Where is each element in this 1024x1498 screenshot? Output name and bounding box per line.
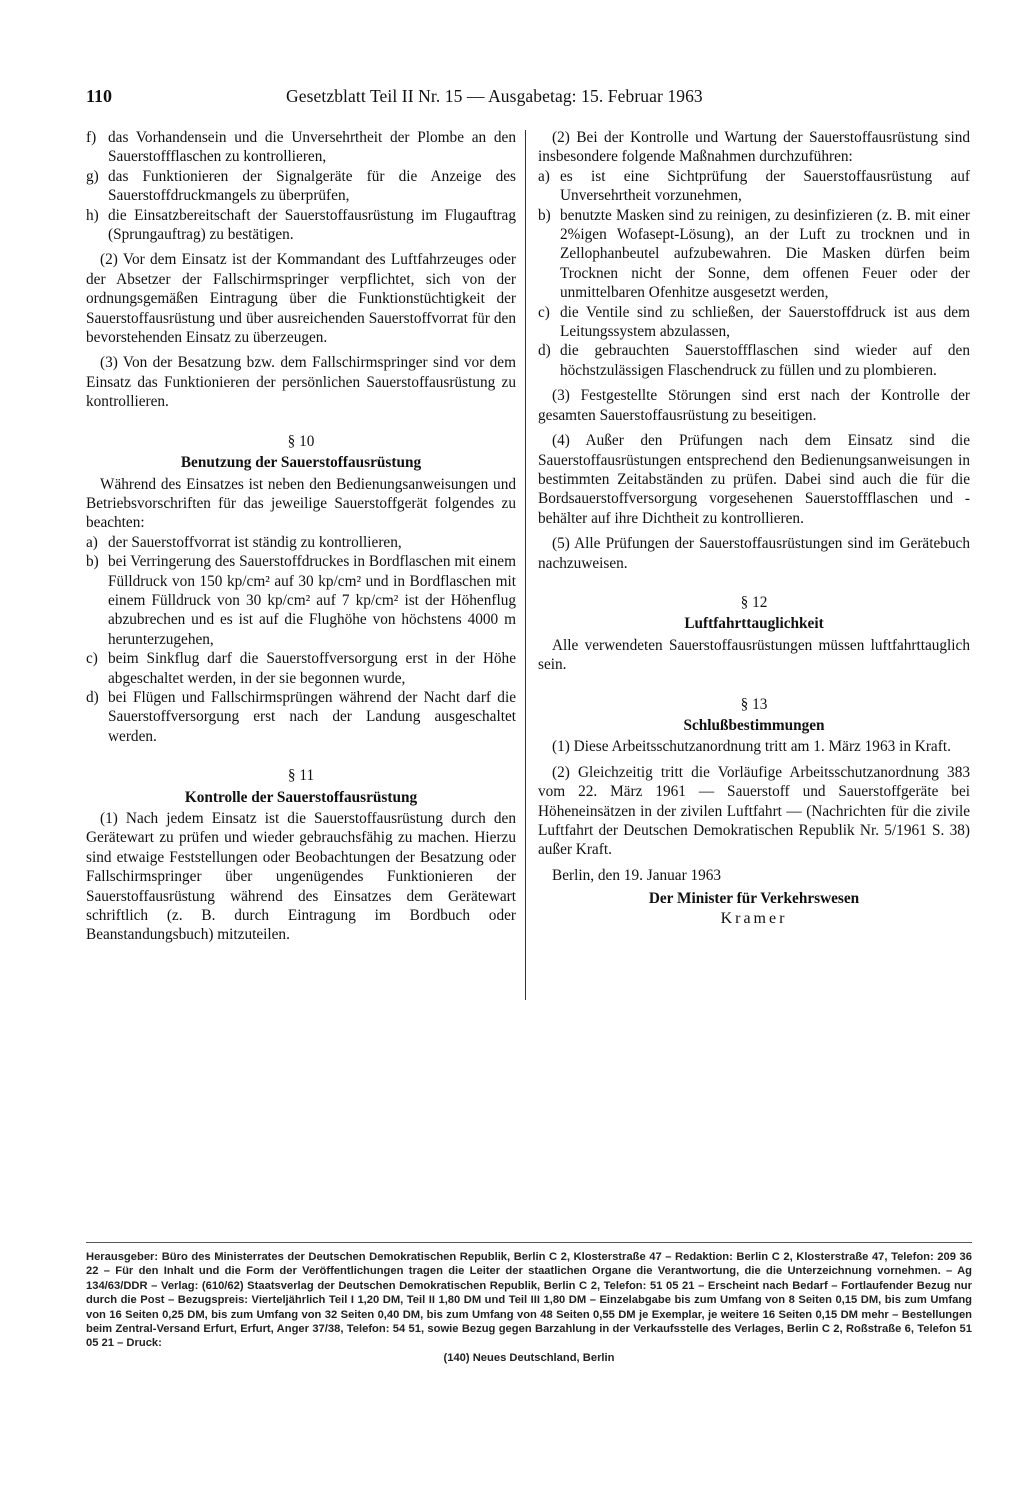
running-title: Gesetzblatt Teil II Nr. 15 — Ausgabetag: 15. Februar 1963: [286, 86, 703, 106]
section-number: § 12: [740, 593, 768, 611]
paragraph: (3) Von der Besatzung bzw. dem Fallschirmspringer sind vor dem Einsatz das Funktionieren der persönlichen Sauerstoffausrüstung zu kontrollieren.: [86, 354, 516, 411]
footer-rule: [86, 1242, 972, 1243]
item-label: g): [86, 167, 99, 185]
date-line: Berlin, den 19. Januar 1963: [552, 866, 722, 884]
item-text: das Vorhandensein und die Unversehrtheit der Plombe an den Sauerstoffflaschen zu kontrollieren,: [108, 129, 516, 166]
list-item: [538, 303, 970, 342]
item-text: beim Sinkflug darf die Sauerstoffversorgung erst in der Höhe abgeschaltet werden, in der sie begonnen wurde,: [108, 650, 516, 687]
right-column: [538, 128, 970, 928]
section-title: Kontrolle der Sauerstoffausrüstung: [184, 788, 418, 806]
imprint-printer: (140) Neues Deutschland, Berlin: [443, 1351, 615, 1364]
list-item: [86, 167, 516, 206]
page-number: 110: [86, 86, 113, 106]
paragraph: Während des Einsatzes ist neben den Bedienungsanweisungen und Betriebsvorschriften für das jeweilige Sauerstoffgerät folgendes zu beachten:: [86, 475, 516, 532]
item-label: c): [538, 303, 550, 321]
item-text: der Sauerstoffvorrat ist ständig zu kontrollieren,: [108, 533, 402, 551]
imprint-footer: [86, 1250, 972, 1365]
imprint-text: Herausgeber: Büro des Ministerrates der Deutschen Demokratischen Republik, Berlin C 2, Klosterstraße 47 – Redaktion: Berlin C 2, Klosterstraße 47, Telefon: 209 36 22 – Für den Inhalt und die Form der Veröffentlichungen tragen die Leiter der staatlichen Organe die Verantwortung, die die Unterzeichnung vornehmen. – Ag 134/63/DDR – Verlag: (610/62) Staatsverlag der Deutschen Demokratischen Republik, Berlin C 2, Telefon: 51 05 21 – Erscheint nach Bedarf – Fortlaufender Bezug nur durch die Post – Bezugspreis: Vierteljährlich Teil I 1,20 DM, Teil II 1,80 DM und Teil III 1,80 DM – Einzelabgabe bis zum Umfang von 8 Seiten 0,15 DM, bis zum Umfang von 16 Seiten 0,25 DM, bis zum Umfang von 32 Seiten 0,40 DM, bis zum Umfang von 48 Seiten 0,55 DM je Exemplar, je weitere 16 Seiten 0,15 DM mehr – Bestellungen beim Zentral-Versand Erfurt, Erfurt, Anger 37/38, Telefon: 54 51, sowie Bezug gegen Barzahlung in der Verkaufsstelle des Verlages, Berlin C 2, Roßstraße 6, Telefon 51 05 21 – Druck:: [86, 1251, 972, 1350]
list-item: [86, 649, 516, 688]
item-label: d): [86, 688, 99, 706]
item-label: a): [86, 533, 98, 551]
paragraph: (5) Alle Prüfungen der Sauerstoffausrüstungen sind im Gerätebuch nachzuweisen.: [538, 535, 970, 572]
item-label: a): [538, 167, 550, 185]
list-item: [86, 688, 516, 746]
item-text: bei Verringerung des Sauerstoffdruckes in Bordflaschen mit einem Fülldruck von 150 kp/cm² auf 30 kp/cm² und in Bordflaschen mit einem Fülldruck von 30 kp/cm² auf 7 kp/cm² ist der Höhenflug abzubrechen und es ist auf die Flughöhe von höchstens 4000 m herunterzugehen,: [108, 553, 516, 648]
list-item: [538, 341, 970, 380]
section-number: § 10: [287, 432, 315, 450]
section-number: § 11: [287, 767, 315, 785]
section-title: Benutzung der Sauerstoffausrüstung: [180, 454, 422, 472]
list-item: [538, 206, 970, 303]
paragraph: (4) Außer den Prüfungen nach dem Einsatz sind die Sauerstoffausrüstungen entsprechend den Bedienungsanweisungen in bestimmten Zeitabständen zu prüfen. Dabei sind auch die für die Bordsauerstoffversorgung vorgesehenen Sauerstoffflaschen und -behälter auf ihre Dichtheit zu kontrollieren.: [538, 432, 970, 527]
paragraph: (2) Bei der Kontrolle und Wartung der Sauerstoffausrüstung sind insbesondere folgende Maßnahmen durchzuführen:: [538, 129, 970, 166]
paragraph: (2) Vor dem Einsatz ist der Kommandant des Luftfahrzeuges oder der Absetzer der Fallschirmspringer verpflichtet, sich von der ordnungsgemäßen Eintragung über die Funktionstüchtigkeit der Sauerstoffausrüstung und über ausreichenden Sauerstoffvorrat für den bevorstehenden Einsatz zu überzeugen.: [86, 251, 516, 347]
paragraph: Alle verwendeten Sauerstoffausrüstungen müssen luftfahrttauglich sein.: [538, 636, 970, 674]
signer-name: Kramer: [720, 909, 788, 927]
item-text: die Ventile sind zu schließen, der Sauerstoffdruck ist aus dem Leitungssystem abzulassen,: [560, 303, 970, 341]
left-column: [86, 128, 516, 945]
list-item: [86, 533, 516, 552]
item-label: b): [538, 206, 551, 224]
signer-organization: Der Minister für Verkehrswesen: [648, 890, 860, 908]
list-item: [86, 206, 516, 245]
item-label: f): [86, 129, 97, 146]
item-label: d): [538, 342, 551, 360]
item-text: benutzte Masken sind zu reinigen, zu desinfizieren (z. B. mit einer 2%igen Wofasept-Lösung), an der Luft zu trocknen und in Zellophanbeutel aufzubewahren. Die Masken dürfen beim Trocknen nicht der Sonne, dem offenen Feuer oder der unmittelbaren Ofenhitze ausgesetzt werden,: [560, 206, 970, 302]
item-text: die Einsatzbereitschaft der Sauerstoffausrüstung im Flugauftrag (Sprungauftrag) zu bestätigen.: [108, 206, 516, 244]
paragraph: (3) Festgestellte Störungen sind erst nach der Kontrolle der gesamten Sauerstoffausrüstung zu beseitigen.: [538, 387, 970, 424]
paragraph: (1) Nach jedem Einsatz ist die Sauerstoffausrüstung durch den Gerätewart zu prüfen und wieder gebrauchsfähig zu machen. Hierzu sind etwaige Feststellungen oder Beobachtungen der Besatzung oder Fallschirmspringer über ungenügendes Funktionieren der Sauerstoffausrüstung während des Einsatzes dem Gerätewart schriftlich (z. B. durch Eintragung im Bordbuch oder Beanstandungsbuch) mitzuteilen.: [86, 810, 516, 944]
section-number: § 13: [740, 695, 768, 713]
list-item: [538, 167, 970, 206]
item-text: die gebrauchten Sauerstoffflaschen sind wieder auf den höchstzulässigen Flaschendruck zu füllen und zu plombieren.: [560, 342, 970, 379]
item-text: das Funktionieren der Signalgeräte für die Anzeige des Sauerstoffdruckmangels zu überprüfen,: [108, 167, 516, 205]
item-label: h): [86, 206, 99, 224]
page-header: [86, 86, 972, 112]
item-label: b): [86, 553, 99, 571]
section-title: Schlußbestimmungen: [683, 716, 825, 734]
list-item: [86, 128, 516, 167]
list-item: [86, 552, 516, 649]
item-text: es ist eine Sichtprüfung der Sauerstoffausrüstung auf Unversehrtheit vorzunehmen,: [560, 167, 970, 205]
paragraph: (1) Diese Arbeitsschutzanordnung tritt am 1. März 1963 in Kraft.: [552, 738, 951, 756]
item-text: bei Flügen und Fallschirmsprüngen während der Nacht darf die Sauerstoffversorgung erst nach der Landung ausgeschaltet werden.: [108, 688, 516, 745]
paragraph: (2) Gleichzeitig tritt die Vorläufige Arbeitsschutzanordnung 383 vom 22. März 1961 — Sauerstoff und Sauerstoffgeräte bei Höheneinsätzen in der zivilen Luftfahrt — (Nachrichten für die zivile Luftfahrt der Deutschen Demokratischen Republik Nr. 5/1961 S. 38) außer Kraft.: [538, 763, 970, 859]
item-label: c): [86, 650, 98, 668]
section-title: Luftfahrttauglichkeit: [684, 615, 824, 633]
column-divider: [525, 130, 526, 1000]
